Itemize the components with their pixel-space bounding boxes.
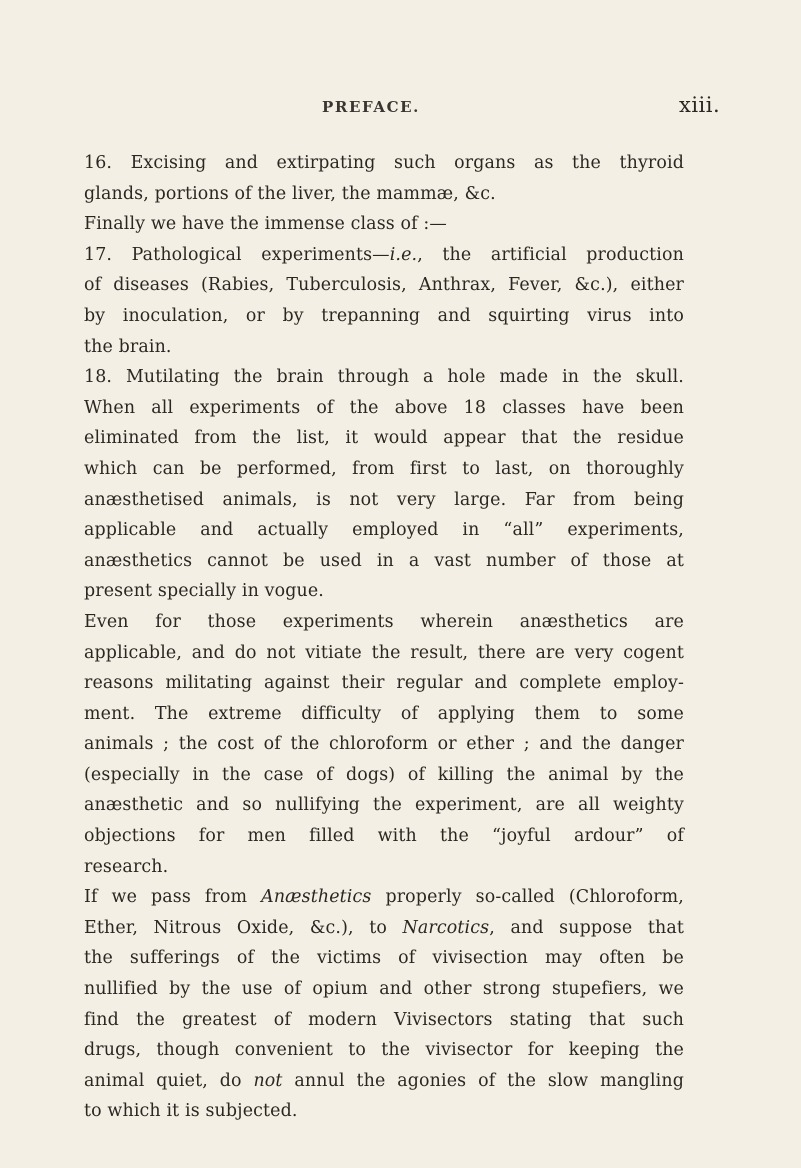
text-line: objections for men filled with the “joyful ardour” of bbox=[84, 826, 684, 847]
italic-not: not bbox=[253, 1070, 283, 1091]
text-line: 16. Excising and extirpating such organs as the thyroid bbox=[84, 153, 684, 173]
italic-ie: i.e. bbox=[389, 244, 418, 265]
text-line: applicable, and do not vitiate the result, there are very cogent bbox=[84, 642, 684, 663]
text-line: by inoculation, or by trepanning and squirting virus into bbox=[84, 305, 684, 326]
body-text bbox=[84, 148, 684, 1127]
text-line: anæsthetised animals, is not very large. Far from being bbox=[84, 489, 684, 510]
text-line: to which it is subjected. bbox=[84, 1101, 298, 1122]
text-line: the brain. bbox=[84, 336, 172, 357]
text-line: When all experiments of the above 18 classes have been bbox=[84, 397, 684, 418]
italic-anaesthetics: Anæsthetics bbox=[261, 887, 372, 908]
text-line: research. bbox=[84, 856, 169, 877]
text-line: glands, portions of the liver, the mammæ, &c. bbox=[84, 183, 496, 204]
text-line: animals ; the cost of the chloroform or ether ; and the danger bbox=[84, 734, 684, 755]
text-line-with-italic: 17. Pathological experiments—i.e., the artificial production bbox=[84, 244, 684, 265]
text-line: which can be performed, from first to last, on thoroughly bbox=[84, 458, 684, 479]
text-line: present specially in vogue. bbox=[84, 581, 324, 602]
text-line-with-italic: animal quiet, do not annul the agonies of the slow mangling bbox=[84, 1070, 684, 1091]
text-line: anæsthetic and so nullifying the experiment, are all weighty bbox=[84, 795, 684, 816]
text-line: applicable and actually employed in “all” experiments, bbox=[84, 520, 684, 541]
text-line: nullified by the use of opium and other strong stupefiers, we bbox=[84, 979, 684, 1000]
text-line-with-italic: If we pass from Anæsthetics properly so-called (Chloroform, bbox=[84, 887, 684, 908]
italic-narcotics: Narcotics bbox=[402, 917, 490, 938]
running-title: PREFACE. bbox=[322, 98, 420, 116]
text-line: the sufferings of the victims of vivisection may often be bbox=[84, 948, 684, 969]
text-line: Finally we have the immense class of :— bbox=[84, 214, 447, 235]
text-line: Even for those experiments wherein anæsthetics are bbox=[84, 611, 684, 632]
page-number: xiii. bbox=[679, 93, 721, 117]
text-line: (especially in the case of dogs) of killing the animal by the bbox=[84, 764, 684, 785]
text-line-with-italic: Ether, Nitrous Oxide, &c.), to Narcotics, and suppose that bbox=[84, 917, 684, 938]
text-line: ment. The extreme difficulty of applying them to some bbox=[84, 703, 684, 724]
text-line: reasons militating against their regular and complete employ- bbox=[84, 673, 684, 694]
text-line: 18. Mutilating the brain through a hole made in the skull. bbox=[84, 367, 684, 388]
text-line: eliminated from the list, it would appear that the residue bbox=[84, 428, 684, 449]
text-line: find the greatest of modern Vivisectors stating that such bbox=[84, 1009, 684, 1030]
running-head bbox=[0, 92, 801, 122]
text-line: anæsthetics cannot be used in a vast number of those at bbox=[84, 550, 684, 571]
text-line: drugs, though convenient to the vivisector for keeping the bbox=[84, 1040, 684, 1061]
text-line: of diseases (Rabies, Tuberculosis, Anthrax, Fever, &c.), either bbox=[84, 275, 684, 296]
